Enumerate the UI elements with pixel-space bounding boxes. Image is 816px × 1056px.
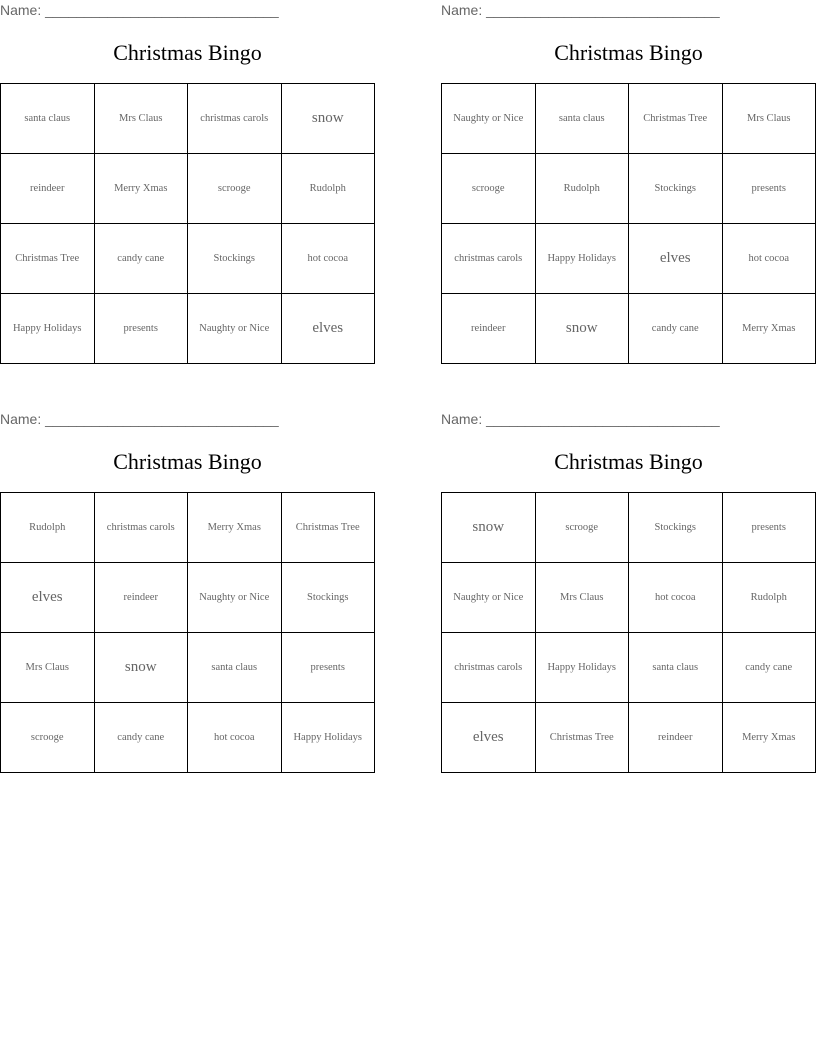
bingo-cell: Naughty or Nice	[442, 563, 536, 633]
bingo-cell: christmas carols	[94, 493, 188, 563]
grid-row	[1, 493, 375, 563]
card-title: Christmas Bingo	[554, 40, 703, 65]
grid-row	[1, 224, 375, 294]
bingo-cell: Rudolph	[722, 563, 816, 633]
bingo-cell: santa claus	[535, 84, 629, 154]
bingo-cell: Stockings	[629, 154, 723, 224]
bingo-cell: presents	[722, 154, 816, 224]
bingo-cell: Mrs Claus	[722, 84, 816, 154]
bingo-cell: snow	[94, 633, 188, 703]
bingo-cell: snow	[281, 84, 375, 154]
bingo-cell: christmas carols	[442, 633, 536, 703]
bingo-cell: Mrs Claus	[1, 633, 95, 703]
bingo-cell: Rudolph	[1, 493, 95, 563]
bingo-cell: Naughty or Nice	[188, 563, 282, 633]
bingo-cell: candy cane	[722, 633, 816, 703]
bingo-cell: Happy Holidays	[281, 703, 375, 773]
bingo-cell: presents	[94, 294, 188, 364]
bingo-cell: snow	[442, 493, 536, 563]
bingo-grid	[441, 83, 816, 364]
bingo-cell: Rudolph	[535, 154, 629, 224]
grid-row	[1, 294, 375, 364]
bingo-cell: Merry Xmas	[722, 294, 816, 364]
bingo-cell: scrooge	[188, 154, 282, 224]
bingo-cell: reindeer	[1, 154, 95, 224]
grid-row	[1, 633, 375, 703]
bingo-cell: hot cocoa	[722, 224, 816, 294]
bingo-cell: Stockings	[281, 563, 375, 633]
bingo-cell: snow	[535, 294, 629, 364]
bingo-cell: Naughty or Nice	[442, 84, 536, 154]
grid-row	[442, 703, 816, 773]
grid-row	[442, 294, 816, 364]
bingo-cell: Rudolph	[281, 154, 375, 224]
bingo-cell: Christmas Tree	[281, 493, 375, 563]
bingo-cell: Mrs Claus	[535, 563, 629, 633]
bingo-cell: reindeer	[629, 703, 723, 773]
grid-row	[442, 633, 816, 703]
grid-row	[442, 154, 816, 224]
bingo-grid	[441, 492, 816, 773]
bingo-cell: hot cocoa	[188, 703, 282, 773]
bingo-cell: christmas carols	[188, 84, 282, 154]
grid-row	[1, 703, 375, 773]
bingo-cell: Happy Holidays	[1, 294, 95, 364]
bingo-cell: reindeer	[442, 294, 536, 364]
bingo-cell: santa claus	[629, 633, 723, 703]
bingo-cell: hot cocoa	[629, 563, 723, 633]
grid-row	[442, 224, 816, 294]
bingo-cell: hot cocoa	[281, 224, 375, 294]
bingo-grid	[0, 492, 375, 773]
bingo-cell: santa claus	[188, 633, 282, 703]
bingo-cell: candy cane	[629, 294, 723, 364]
bingo-cell: scrooge	[1, 703, 95, 773]
bingo-cell: elves	[442, 703, 536, 773]
bingo-cell: Stockings	[629, 493, 723, 563]
card-title: Christmas Bingo	[113, 449, 262, 474]
name-field: Name: ______________________________	[441, 2, 720, 18]
bingo-cell: christmas carols	[442, 224, 536, 294]
bingo-cell: Stockings	[188, 224, 282, 294]
bingo-cell: candy cane	[94, 224, 188, 294]
name-field: Name: ______________________________	[441, 411, 720, 427]
bingo-cell: Naughty or Nice	[188, 294, 282, 364]
bingo-cell: Christmas Tree	[1, 224, 95, 294]
card-title: Christmas Bingo	[554, 449, 703, 474]
bingo-cell: scrooge	[442, 154, 536, 224]
bingo-cell: reindeer	[94, 563, 188, 633]
bingo-cell: scrooge	[535, 493, 629, 563]
bingo-cell: Merry Xmas	[722, 703, 816, 773]
grid-row	[1, 154, 375, 224]
name-field: Name: ______________________________	[0, 411, 279, 427]
bingo-cell: presents	[722, 493, 816, 563]
bingo-cell: Christmas Tree	[535, 703, 629, 773]
bingo-cell: Christmas Tree	[629, 84, 723, 154]
bingo-cell: santa claus	[1, 84, 95, 154]
bingo-cell: Mrs Claus	[94, 84, 188, 154]
bingo-cell: elves	[1, 563, 95, 633]
grid-row	[1, 84, 375, 154]
bingo-cell: candy cane	[94, 703, 188, 773]
bingo-cell: presents	[281, 633, 375, 703]
card-title: Christmas Bingo	[113, 40, 262, 65]
name-field: Name: ______________________________	[0, 2, 279, 18]
grid-row	[442, 563, 816, 633]
grid-row	[442, 493, 816, 563]
bingo-cell: Merry Xmas	[188, 493, 282, 563]
grid-row	[1, 563, 375, 633]
bingo-grid	[0, 83, 375, 364]
grid-row	[442, 84, 816, 154]
bingo-cell: Happy Holidays	[535, 633, 629, 703]
bingo-cell: Happy Holidays	[535, 224, 629, 294]
bingo-cell: elves	[629, 224, 723, 294]
bingo-cell: Merry Xmas	[94, 154, 188, 224]
bingo-cell: elves	[281, 294, 375, 364]
